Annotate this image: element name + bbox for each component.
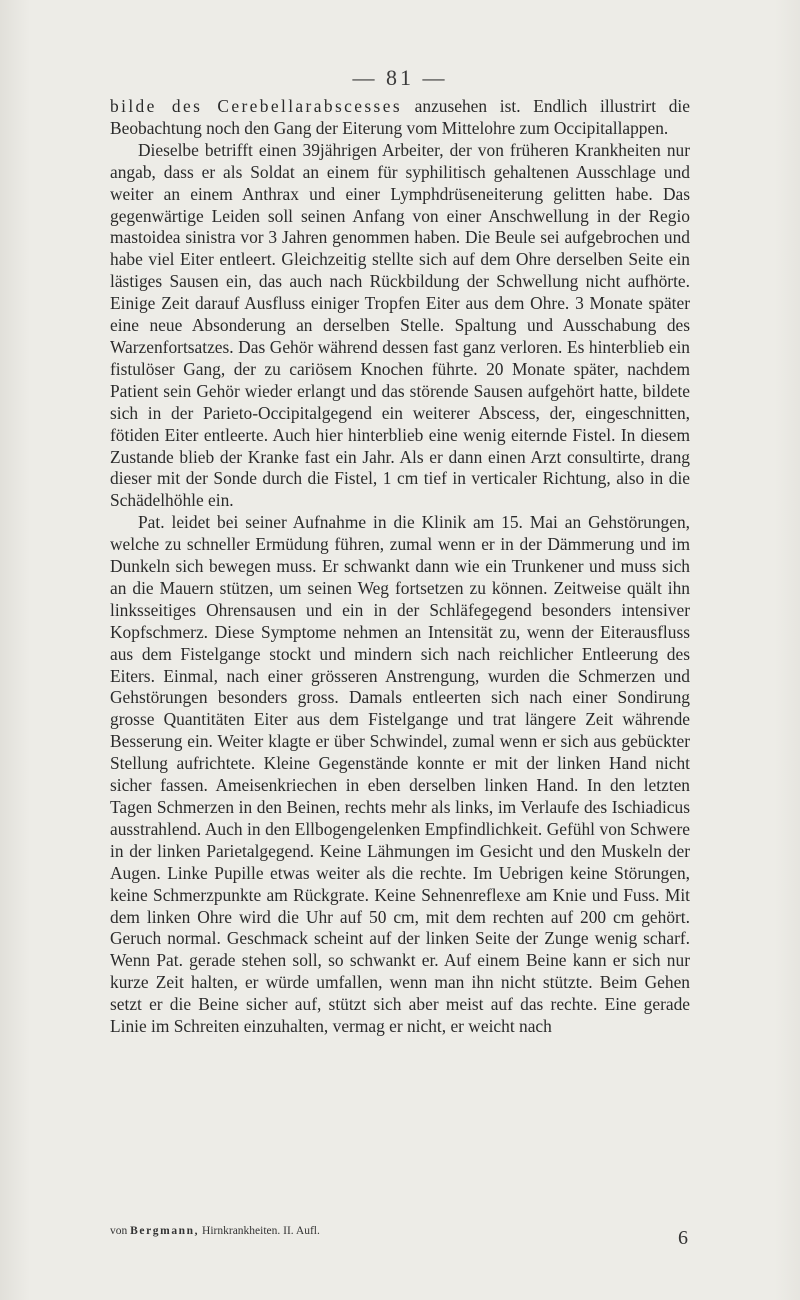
footer-reference [110,1225,320,1237]
signature-mark: 6 [678,1227,688,1249]
footer-author: Bergmann, [130,1225,200,1237]
paragraph-3: Pat. leidet bei seiner Aufnahme in die Klinik am 15. Mai an Gehstörungen, welche zu schneller Ermüdung führen, zumal wenn er in der Dämmerung und im Dunkeln sich bewegen muss. Er schwankt dann wie ein Trunkener und muss sich an die Mauern stützen, um seinen Weg fortsetzen zu können. Zeitweise quält ihn linksseitiges Ohrensausen und ein in der Schläfegegend besonders intensiver Kopfschmerz. Diese Symptome nehmen an Intensität zu, wenn der Eiterausfluss aus dem Fistelgange stockt und mindern sich nach reichlicher Entleerung des Eiters. Einmal, nach einer grösseren Anstrengung, wurden die Schmerzen und Gehstörungen besonders gross. Damals entleerten sich nach einer Sondirung grosse Quantitäten Eiter aus dem Fistelgange und trat längere Zeit währende Besserung ein. Weiter klagte er über Schwindel, zumal wenn er sich aus gebückter Stellung aufrichtete. Kleine Gegenstände konnte er mit der linken Hand nicht sicher fassen. Ameisenkriechen in eben derselben linken Hand. In den letzten Tagen Schmerzen in den Beinen, rechts mehr als links, im Verlaufe des Ischiadicus ausstrahlend. Auch in den Ellbogengelenken Empfindlichkeit. Gefühl von Schwere in der linken Parietalgegend. Keine Lähmungen im Gesicht und den Muskeln der Augen. Linke Pupille etwas weiter als die rechte. Im Uebrigen keine Störungen, keine Schmerzpunkte am Rückgrate. Keine Sehnenreflexe am Knie und Fuss. Mit dem linken Ohre wird die Uhr auf 50 cm, mit dem rechten auf 200 cm gehört. Geruch normal. Geschmack scheint auf der linken Seite der Zunge wenig scharf. Wenn Pat. gerade stehen soll, so schwankt er. Auf einem Beine kann er sich nur kurze Zeit halten, er würde umfallen, wenn man ihn nicht stützte. Beim Gehen setzt er die Beine sicher auf, stützt sich aber meist auf das rechte. Eine gerade Linie im Schreiten einzuhalten, vermag er nicht, er weicht nach [110,512,690,1037]
spaced-emphasis: bilde des Cerebellarabscesses [110,96,402,116]
footer-prefix: von [110,1225,128,1237]
paragraph-1 [110,96,690,140]
page-footer [110,1225,690,1250]
paragraph-1-rest: anzusehen ist. Endlich illustrirt die Beobachtung noch den Gang der Eiterung vom Mittelohre zum Occipitallappen. [110,96,690,138]
page-number: — 81 — [352,65,448,90]
body-text [110,96,690,1038]
paragraph-2: Dieselbe betrifft einen 39jährigen Arbeiter, der von früheren Krankheiten nur angab, dass er als Soldat an einem für syphilitisch gehaltenen Ausschlage und weiter an einem Anthrax und einer Lymphdrüseneiterung gelitten habe. Das gegenwärtige Leiden soll seinen Anfang von einer Anschwellung in der Regio mastoidea sinistra vor 3 Jahren genommen haben. Die Beule sei aufgebrochen und habe viel Eiter entleert. Gleichzeitig stellte sich auf dem Ohre derselben Seite ein lästiges Sausen ein, das auch nach Rückbildung der Schwellung nicht aufhörte. Einige Zeit darauf Ausfluss einiger Tropfen Eiter aus dem Ohre. 3 Monate später eine neue Absonderung an derselben Stelle. Spaltung und Ausschabung des Warzenfortsatzes. Das Gehör während dessen fast ganz verloren. Es hinterblieb ein fistulöser Gang, der zu cariösem Knochen führte. 20 Monate später, nachdem Patient sein Gehör wieder erlangt und das störende Sausen aufgehört hatte, bildete sich in der Parieto-Occipitalgegend ein weiterer Abscess, der, eingeschnitten, fötiden Eiter entleerte. Auch hier hinterblieb eine wenig eiternde Fistel. In diesem Zustande blieb der Kranke fast ein Jahr. Als er dann einen Arzt consultirte, drang dieser mit der Sonde durch die Fistel, 1 cm tief in verticaler Richtung, also in die Schädelhöhle ein. [110,139,690,511]
footer-title: Hirnkrankheiten. II. Aufl. [202,1225,320,1237]
